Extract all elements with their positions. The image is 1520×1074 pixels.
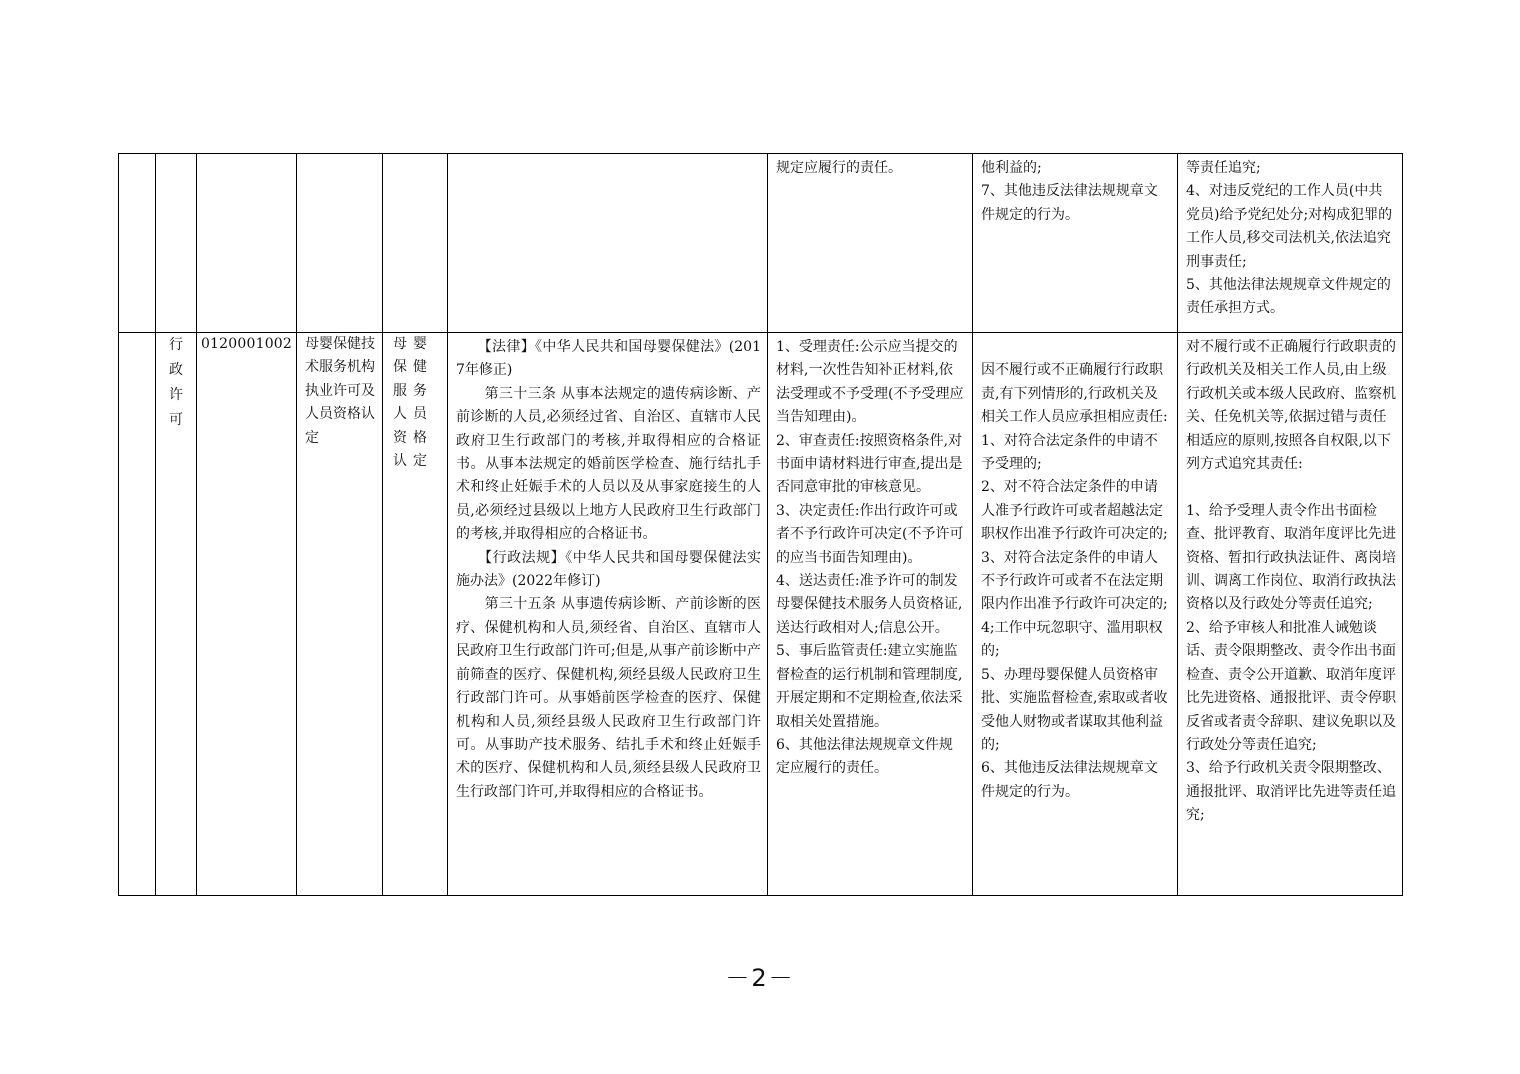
responsibility-text: 规定应履行的责任。	[776, 160, 902, 176]
code-cell	[197, 154, 297, 333]
responsibility-cell	[768, 333, 973, 896]
category-text: 行政许可	[169, 337, 183, 428]
page-number: －2－	[725, 964, 795, 992]
category-cell	[156, 154, 197, 333]
accountability-method-text: 对不履行或不正确履行行政职责的行政机关及相关工作人员,由上级行政机关或本级人民政府、监察机关、任免机关等,依据过错与责任相适应的原则,按照各自权限,以下列方式追究其责任: 1、给予受理人责令作出书面检查、批评教育、取消年度评比先进资格、暂扣行政执法证件、离岗培训、调离工作岗位、取消行政执法资格以及行政处分等责任追究; 2、给予审核人和批准人诫勉谈话、责令限期整改、责令作出书面检查、责令公开道歉、取消年度评比先进资格、通报批评、责令停职反省或者责令辞职、建议免职以及行政处分等责任追究; 3、给予行政机关责令限期整改、通报批评、取消评比先进等责任追究;	[1186, 339, 1396, 824]
legal-basis-text: 【法律】《中华人民共和国母婴保健法》(2017年修正) 第三十三条 从事本法规定的遗传病诊断、产前诊断的人员,必须经过省、自治区、直辖市人民政府卫生行政部门的考核,并取得相应的合格证书。从事本法规定的婚前医学检查、施行结扎手术和终止妊娠手术的人员以及从事家庭接生的人员,必须经过县级以上地方人民政府卫生行政部门的考核,并取得相应的合格证书。 【行政法规】《中华人民共和国母婴保健法实施办法》(2022年修订) 第三十五条 从事遗传病诊断、产前诊断的医疗、保健机构和人员,须经省、自治区、直辖市人民政府卫生行政部门许可;但是,从事产前诊断中产前筛查的医疗、保健机构,须经县级人民政府卫生行政部门许可。从事婚前医学检查的医疗、保健机构和人员,须经县级人民政府卫生行政部门许可。从事助产技术服务、结扎手术和终止妊娠手术的医疗、保健机构和人员,须经县级人民政府卫生行政部门许可,并取得相应的合格证书。	[456, 339, 761, 800]
table-row-main	[119, 333, 1403, 896]
seq-cell	[119, 333, 156, 896]
code-cell	[197, 333, 297, 896]
accountability-method-cell	[1178, 154, 1403, 333]
item-name-cell	[297, 333, 383, 896]
accountability-method-text: 等责任追究; 4、对违反党纪的工作人员(中共党员)给予党纪处分;对构成犯罪的工作人员,移交司法机关,依法追究刑事责任; 5、其他法律法规规章文件规定的责任承担方式。	[1186, 160, 1393, 317]
accountability-cases-cell	[973, 333, 1178, 896]
table-row-continued	[119, 154, 1403, 333]
responsibility-text: 1、受理责任:公示应当提交的材料,一次性告知补正材料,依法受理或不予受理(不予受理应当告知理由)。 2、审查责任:按照资格条件,对书面申请材料进行审查,提出是否同意审批的审核意见。 3、决定责任:作出行政许可或者不予行政许可决定(不予许可的应当书面告知理由)。 4、送达责任:准予许可的制发母婴保健技术服务人员资格证,送达行政相对人;信息公开。 5、事后监管责任:建立实施监督检查的运行机制和管理制度,开展定期和不定期检查,依法采取相关处置措施。 6、其他法律法规规章文件规定应履行的责任。	[776, 339, 964, 777]
accountability-cases-text: 他利益的; 7、其他违反法律法规规章文件规定的行为。	[981, 160, 1158, 223]
accountability-method-cell	[1178, 333, 1403, 896]
item-code-text: 0120001002	[200, 336, 293, 352]
sub-item-cell	[383, 333, 448, 896]
accountability-cases-text: 因不履行或不正确履行行政职责,有下列情形的,行政机关及相关工作人员应承担相应责任: 1、对符合法定条件的申请不予受理的; 2、对不符合法定条件的申请人准予行政许可或者超越法定职权作出准予行政许可决定的; 3、对符合法定条件的申请人不予行政许可或者不在法定期限内作出准予行政许可决定的; 4;工作中玩忽职守、滥用职权的; 5、办理母婴保健人员资格审批、实施监督检查,索取或者收受他人财物或者谋取其他利益的; 6、其他违反法律法规规章文件规定的行为。	[981, 362, 1168, 800]
basis-cell	[448, 154, 768, 333]
sub-item-text: 母婴保健服务人员资格认定	[393, 336, 433, 470]
responsibility-cell	[768, 154, 973, 333]
power-list-table	[118, 153, 1403, 896]
sub-item-cell	[383, 154, 448, 333]
category-cell	[156, 333, 197, 896]
item-name-text: 母婴保健技术服务机构执业许可及人员资格认定	[305, 336, 375, 446]
seq-cell	[119, 154, 156, 333]
basis-cell	[448, 333, 768, 896]
accountability-cases-cell	[973, 154, 1178, 333]
item-name-cell	[297, 154, 383, 333]
